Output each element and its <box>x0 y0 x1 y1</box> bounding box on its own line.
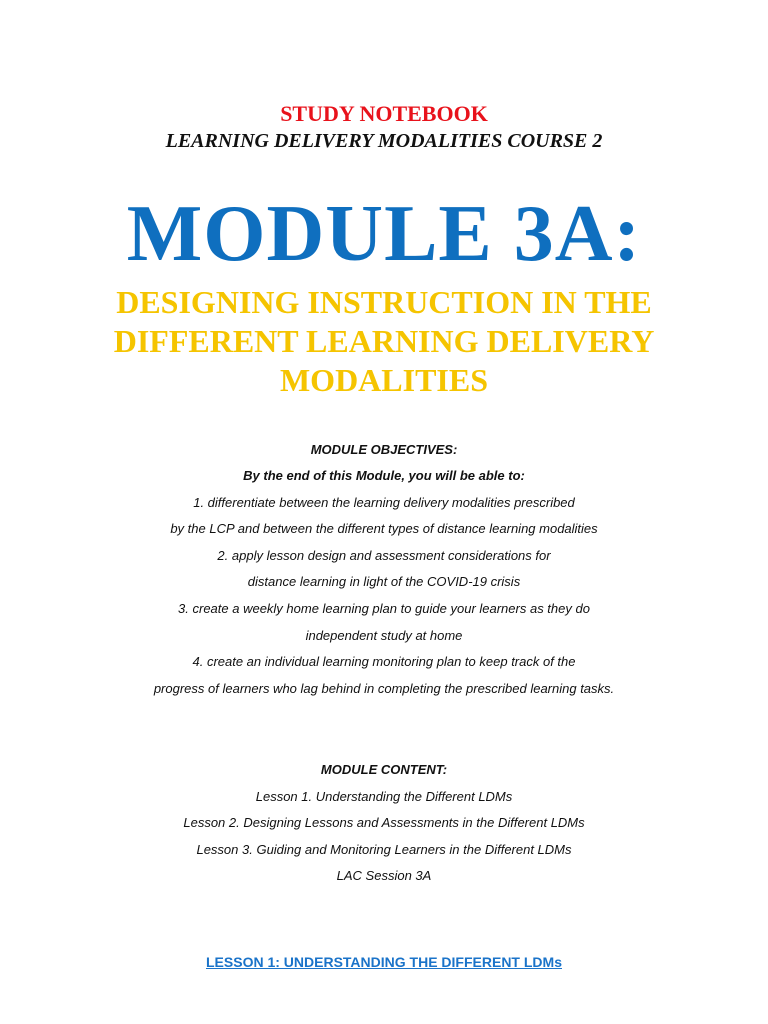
objective-line: distance learning in light of the COVID-19 crisis <box>247 574 521 589</box>
objectives-intro: By the end of this Module, you will be able to: <box>243 468 525 483</box>
module-heading: MODULE 3A: <box>126 190 642 278</box>
content-item: Lesson 2. Designing Lessons and Assessments in the Different LDMs <box>183 815 585 830</box>
module-subheading-line: MODALITIES <box>279 362 489 398</box>
content-title: MODULE CONTENT: <box>320 762 448 777</box>
objective-line: 1. differentiate between the learning delivery modalities prescribed <box>193 495 575 510</box>
content-item: Lesson 3. Guiding and Monitoring Learners in the Different LDMs <box>196 842 572 857</box>
objective-line: progress of learners who lag behind in completing the prescribed learning tasks. <box>153 681 615 696</box>
course-subtitle: LEARNING DELIVERY MODALITIES COURSE 2 <box>165 130 603 152</box>
content-item: Lesson 1. Understanding the Different LDMs <box>255 789 513 804</box>
module-subheading-line: DIFFERENT LEARNING DELIVERY <box>113 323 655 359</box>
objective-line: by the LCP and between the different types of distance learning modalities <box>170 521 598 536</box>
module-subheading <box>40 283 728 400</box>
objective-line: 2. apply lesson design and assessment considerations for <box>217 548 551 563</box>
objective-line: independent study at home <box>305 628 463 643</box>
module-subheading-line: DESIGNING INSTRUCTION IN THE <box>116 284 652 320</box>
objective-line: 4. create an individual learning monitoring plan to keep track of the <box>192 654 576 669</box>
objectives-title: MODULE OBJECTIVES: <box>310 442 458 457</box>
content-item: LAC Session 3A <box>336 868 432 883</box>
objective-line: 3. create a weekly home learning plan to guide your learners as they do <box>178 601 590 616</box>
lesson-1-link[interactable]: LESSON 1: UNDERSTANDING THE DIFFERENT LDMs <box>206 954 562 970</box>
study-notebook-title: STUDY NOTEBOOK <box>280 101 488 126</box>
